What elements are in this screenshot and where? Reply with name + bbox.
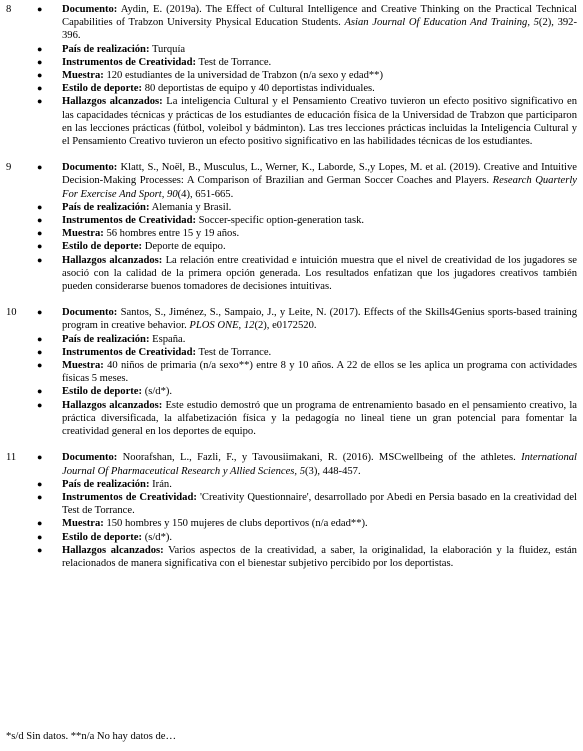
estilo-item xyxy=(34,385,577,398)
documento-text: Aydin, E. (2019a). The Effect of Cultural Intelligence and Creative Thinking on the Practical Technical Capabilities of Trabzon University Physical Education Students. xyxy=(62,4,577,29)
muestra-item xyxy=(34,517,577,530)
bullet-icon: ● xyxy=(37,201,43,212)
bullet-icon: ● xyxy=(37,43,43,54)
instrumentos-item xyxy=(34,214,577,227)
bullet-icon: ● xyxy=(37,4,43,14)
bullet-icon: ● xyxy=(37,83,43,94)
documento-pages: (4), 651-665. xyxy=(177,188,234,200)
hallazgos-value: La inteligencia Cultural y el Pensamiento Creativo tuvieron un efecto positivo significativo en las capacidades técnicas y prácticas de los estudiantes de educación física de la Universidad de Trabzon que participaron en las lecciones prácticas (fútbol, voleibol y bádminton). Las tres lecciones prácticas incluidas la Inteligencia Cultural y el Pensamiento Creativo tuvieron un efecto positivo significativo en las habilidades técnicas de los estudiantes. xyxy=(62,96,577,148)
bullet-icon: ● xyxy=(37,346,43,357)
documento-pages: (3), 448-457. xyxy=(305,465,361,477)
hallazgos-item xyxy=(34,399,577,439)
estilo-item xyxy=(34,531,577,544)
bullet-icon: ● xyxy=(37,254,43,265)
instrumentos-value: Test de Torrance. xyxy=(198,56,272,68)
hallazgos-item xyxy=(34,95,577,148)
bullet-icon: ● xyxy=(37,360,43,371)
documento-label: Documento: xyxy=(62,162,118,174)
hallazgos-label: Hallazgos alcanzados: xyxy=(62,544,164,556)
bullet-icon: ● xyxy=(37,96,43,107)
bullet-icon: ● xyxy=(37,452,43,463)
entry-number: 11 xyxy=(6,452,17,464)
bullet-icon: ● xyxy=(37,518,43,529)
bullet-icon: ● xyxy=(37,399,43,410)
muestra-item xyxy=(34,69,577,82)
bullet-icon: ● xyxy=(37,215,43,226)
bullet-icon: ● xyxy=(37,531,43,542)
pais-value: Turquía xyxy=(151,43,186,55)
documento-item xyxy=(34,451,577,477)
bullet-icon: ● xyxy=(37,56,43,67)
estilo-item xyxy=(34,240,577,253)
muestra-value: 56 hombres entre 15 y 19 años. xyxy=(106,228,240,240)
documento-text: Noorafshan, L., Fazli, F., y Tavousiimakani, R. (2016). MSCwellbeing of the athletes. xyxy=(122,452,516,464)
instrumentos-value: Test de Torrance. xyxy=(198,346,272,358)
instrumentos-item xyxy=(34,491,577,517)
estilo-value: 80 deportistas de equipo y 40 deportistas individuales. xyxy=(144,83,375,95)
entry-number: 9 xyxy=(6,162,12,174)
entry-details xyxy=(34,3,577,148)
pais-item xyxy=(34,43,577,56)
bullet-icon: ● xyxy=(37,386,43,397)
documento-pages: (2), e0172520. xyxy=(254,320,317,332)
muestra-label: Muestra: xyxy=(62,70,104,82)
entry-10 xyxy=(6,306,577,438)
hallazgos-value: La relación entre creatividad e intuición muestra que el nivel de creatividad de los jugadores se asoció con la calidad de la primera opción generada. Los resultados enfatizan que los jugadores creativos también pueden considerarse buenos tomadores de decisiones intuitivas. xyxy=(62,254,577,293)
instrumentos-value: Soccer-specific option-generation task. xyxy=(198,215,365,227)
entry-number: 8 xyxy=(6,4,12,15)
pais-item xyxy=(34,201,577,214)
hallazgos-value: Varios aspectos de la creatividad, a saber, la originalidad, la elaboración y la fluidez, están relacionados de manera significativa con el bienestar subjetivo percibido por los deportistas. xyxy=(62,544,577,569)
estilo-label: Estilo de deporte: xyxy=(62,531,143,543)
documento-journal: International Journal Of Pharmaceutical Research y Allied Sciences, 5 xyxy=(62,452,578,477)
bullet-icon: ● xyxy=(37,228,43,239)
estilo-item xyxy=(34,82,577,95)
documento-label: Documento: xyxy=(62,307,118,319)
bullet-icon: ● xyxy=(37,333,43,344)
documento-text: Santos, S., Jiménez, S., Sampaio, J., y Leite, N. (2017). Effects of the Skills4Genius sports-based training program in creative behavior. xyxy=(62,307,577,332)
pais-item xyxy=(34,333,577,346)
bullet-icon: ● xyxy=(37,162,43,173)
hallazgos-item xyxy=(34,544,577,570)
pais-value: Alemania y Brasil. xyxy=(151,201,232,213)
hallazgos-label: Hallazgos alcanzados: xyxy=(62,96,163,108)
muestra-label: Muestra: xyxy=(62,228,104,240)
documento-label: Documento: xyxy=(62,4,118,15)
instrumentos-label: Instrumentos de Creatividad: xyxy=(62,491,197,503)
documento-item xyxy=(34,3,577,43)
instrumentos-value: 'Creativity Questionnaire', desarrollado por Abedi en Persia basado en la creatividad del Test de Torrance. xyxy=(62,491,577,517)
pais-label: País de realización: xyxy=(62,478,150,490)
instrumentos-label: Instrumentos de Creatividad: xyxy=(62,215,196,227)
estilo-value: (s/d*). xyxy=(144,531,173,543)
instrumentos-label: Instrumentos de Creatividad: xyxy=(62,56,196,68)
muestra-value: 120 estudiantes de la universidad de Trabzon (n/a sexo y edad**) xyxy=(106,70,383,82)
instrumentos-item xyxy=(34,346,577,359)
documento-journal: Asian Journal Of Education And Training, 5 xyxy=(344,17,539,29)
muestra-item xyxy=(34,227,577,240)
pais-value: Irán. xyxy=(152,478,172,490)
estilo-label: Estilo de deporte: xyxy=(62,83,143,95)
entry-details xyxy=(34,451,577,570)
entry-number: 10 xyxy=(6,307,17,319)
muestra-value: 40 niños de primaria (n/a sexo**) entre 8 y 10 años. A 22 de ellos se les aplica un programa con actividades físicas 5 meses. xyxy=(62,360,577,385)
hallazgos-value: Este estudio demostró que un programa de entrenamiento basado en el pensamiento creativo, la práctica diversificada, la alfabetización física y la pedagogía no lineal tiene un gran potencial para fomentar la creatividad general en los deportes de equipo. xyxy=(62,399,577,438)
documento-item xyxy=(34,161,577,201)
estilo-value: (s/d*). xyxy=(144,386,173,398)
entry-11 xyxy=(6,451,577,570)
documento-journal: PLOS ONE, 12 xyxy=(189,320,255,332)
instrumentos-item xyxy=(34,56,577,69)
muestra-item xyxy=(34,359,577,385)
estilo-label: Estilo de deporte: xyxy=(62,241,143,253)
pais-label: País de realización: xyxy=(62,201,150,213)
footnote: *s/d Sin datos. **n/a No hay datos de… xyxy=(6,731,177,742)
estilo-value: Deporte de equipo. xyxy=(144,241,226,253)
pais-label: País de realización: xyxy=(62,333,150,345)
documento-text: Klatt, S., Noël, B., Musculus, L., Werner, K., Laborde, S.,y Lopes, M. et al. (2019). Creative and Intuitive Decision-Making Processes: A Comparison of Brazilian and German Soccer Coaches and Players. xyxy=(62,162,577,187)
entry-details xyxy=(34,306,577,438)
documento-journal: Research Quarterly For Exercise And Sport, 90 xyxy=(62,175,578,200)
bullet-icon: ● xyxy=(37,491,43,502)
pais-item xyxy=(34,478,577,491)
hallazgos-label: Hallazgos alcanzados: xyxy=(62,399,163,411)
hallazgos-item xyxy=(34,254,577,294)
documento-item xyxy=(34,306,577,332)
bullet-icon: ● xyxy=(37,478,43,489)
estilo-label: Estilo de deporte: xyxy=(62,386,143,398)
muestra-label: Muestra: xyxy=(62,518,104,530)
bullet-icon: ● xyxy=(37,241,43,252)
documento-pages: (2), 392-396. xyxy=(62,17,577,42)
entry-8 xyxy=(6,3,577,148)
entry-9 xyxy=(6,161,577,293)
entry-details xyxy=(34,161,577,293)
instrumentos-label: Instrumentos de Creatividad: xyxy=(62,346,196,358)
documento-label: Documento: xyxy=(62,452,118,464)
bullet-icon: ● xyxy=(37,307,43,318)
bullet-icon: ● xyxy=(37,70,43,81)
muestra-label: Muestra: xyxy=(62,360,104,372)
pais-label: País de realización: xyxy=(62,43,150,55)
hallazgos-label: Hallazgos alcanzados: xyxy=(62,254,163,266)
muestra-value: 150 hombres y 150 mujeres de clubs deportivos (n/a edad**). xyxy=(106,518,368,530)
pais-value: España. xyxy=(152,333,186,345)
bullet-icon: ● xyxy=(37,544,43,555)
